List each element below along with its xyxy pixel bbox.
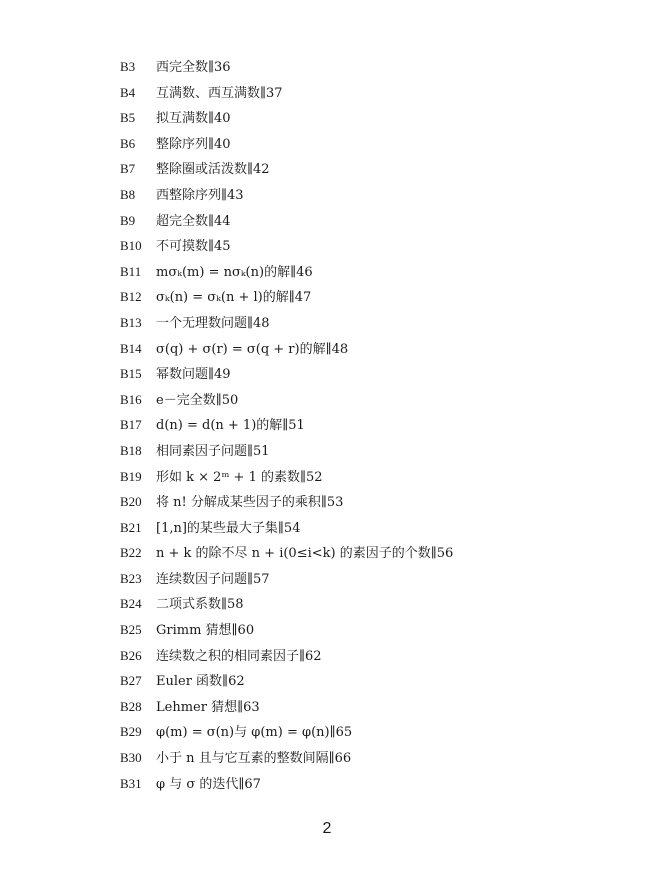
section-code: B31 <box>120 775 142 791</box>
section-code: B26 <box>120 647 142 663</box>
toc-entry <box>120 182 620 208</box>
section-title: 相同素因子问题∥51 <box>156 443 270 459</box>
section-code: B13 <box>120 314 142 330</box>
toc-entry <box>120 668 620 694</box>
section-code: B15 <box>120 366 142 382</box>
section-code: B28 <box>120 698 142 714</box>
section-title: 西完全数∥36 <box>156 60 231 75</box>
toc-entry <box>120 515 620 541</box>
section-code: B25 <box>120 622 142 638</box>
section-code: B23 <box>120 570 142 586</box>
toc-entry <box>120 617 620 643</box>
section-code: B29 <box>120 724 142 740</box>
toc-entry <box>120 336 620 362</box>
section-code: B19 <box>120 468 142 484</box>
section-title: Euler 函数∥62 <box>156 674 245 690</box>
section-code: B5 <box>120 110 136 126</box>
toc-entry <box>120 284 620 310</box>
section-title: φ(m) = σ(n)与 φ(m) = φ(n)∥65 <box>156 725 353 741</box>
toc-entry <box>120 643 620 669</box>
section-title: σ(q) + σ(r) = σ(q + r)的解∥48 <box>156 341 349 357</box>
section-title: Grimm 猜想∥60 <box>156 623 255 639</box>
section-title: φ 与 σ 的迭代∥67 <box>156 776 261 792</box>
toc-entry <box>120 259 620 285</box>
toc-entry <box>120 438 620 464</box>
section-code: B4 <box>120 84 136 100</box>
section-code: B9 <box>120 212 136 228</box>
section-title: 幂数问题∥49 <box>156 367 231 383</box>
section-code: B8 <box>120 186 136 202</box>
toc-entry <box>120 54 620 80</box>
section-code: B21 <box>120 519 142 535</box>
toc-entry <box>120 694 620 720</box>
section-title: 形如 k × 2ᵐ + 1 的素数∥52 <box>156 469 323 485</box>
section-title: 互满数、西互满数∥37 <box>156 85 283 101</box>
page-number: 2 <box>322 820 332 837</box>
toc-entry <box>120 387 620 413</box>
section-code: B24 <box>120 596 142 612</box>
section-title: 连续数之积的相同素因子∥62 <box>156 648 322 664</box>
section-title: 不可摸数∥45 <box>156 239 231 255</box>
section-title: 整除圈或活泼数∥42 <box>156 162 270 178</box>
section-title: n + k 的除不尽 n + i(0≤i<k) 的素因子的个数∥56 <box>156 546 454 562</box>
toc-entry <box>120 489 620 515</box>
section-title: 二项式系数∥58 <box>156 597 244 613</box>
toc-entry <box>120 310 620 336</box>
section-title: 西整除序列∥43 <box>156 187 244 203</box>
section-code: B20 <box>120 494 142 510</box>
section-code: B10 <box>120 238 142 254</box>
toc-entry <box>120 131 620 157</box>
table-of-contents <box>120 54 620 796</box>
toc-entry <box>120 208 620 234</box>
section-code: B27 <box>120 673 142 689</box>
section-code: B22 <box>120 545 142 561</box>
section-title: [1,n]的某些最大子集∥54 <box>156 520 301 536</box>
section-code: B17 <box>120 417 142 433</box>
toc-entry <box>120 540 620 566</box>
section-code: B11 <box>120 263 142 279</box>
toc-entry <box>120 464 620 490</box>
section-title: 拟互满数∥40 <box>156 111 231 127</box>
section-title: 整除序列∥40 <box>156 136 231 152</box>
toc-entry <box>120 156 620 182</box>
toc-entry <box>120 566 620 592</box>
toc-entry <box>120 80 620 106</box>
section-code: B3 <box>120 59 136 74</box>
section-title: 一个无理数问题∥48 <box>156 315 270 331</box>
section-code: B16 <box>120 391 142 407</box>
section-code: B7 <box>120 161 136 177</box>
section-title: e－完全数∥50 <box>156 392 239 408</box>
toc-entry <box>120 591 620 617</box>
section-title: d(n) = d(n + 1)的解∥51 <box>156 418 305 434</box>
toc-entry <box>120 771 620 797</box>
section-title: σₖ(n) = σₖ(n + l)的解∥47 <box>156 290 312 306</box>
toc-entry <box>120 719 620 745</box>
toc-entry <box>120 105 620 131</box>
section-title: 超完全数∥44 <box>156 213 231 229</box>
section-code: B14 <box>120 340 142 356</box>
toc-entry <box>120 233 620 259</box>
section-title: 小于 n 且与它互素的整数间隔∥66 <box>156 751 352 767</box>
section-title: mσₖ(m) = nσₖ(n)的解∥46 <box>156 264 313 280</box>
toc-entry <box>120 361 620 387</box>
section-code: B12 <box>120 289 142 305</box>
toc-entry <box>120 745 620 771</box>
toc-entry <box>120 412 620 438</box>
section-title: 将 n! 分解成某些因子的乘积∥53 <box>156 495 344 511</box>
section-title: 连续数因子问题∥57 <box>156 571 270 587</box>
section-code: B18 <box>120 442 142 458</box>
section-code: B6 <box>120 135 136 151</box>
section-code: B30 <box>120 750 142 766</box>
section-title: Lehmer 猜想∥63 <box>156 699 260 715</box>
